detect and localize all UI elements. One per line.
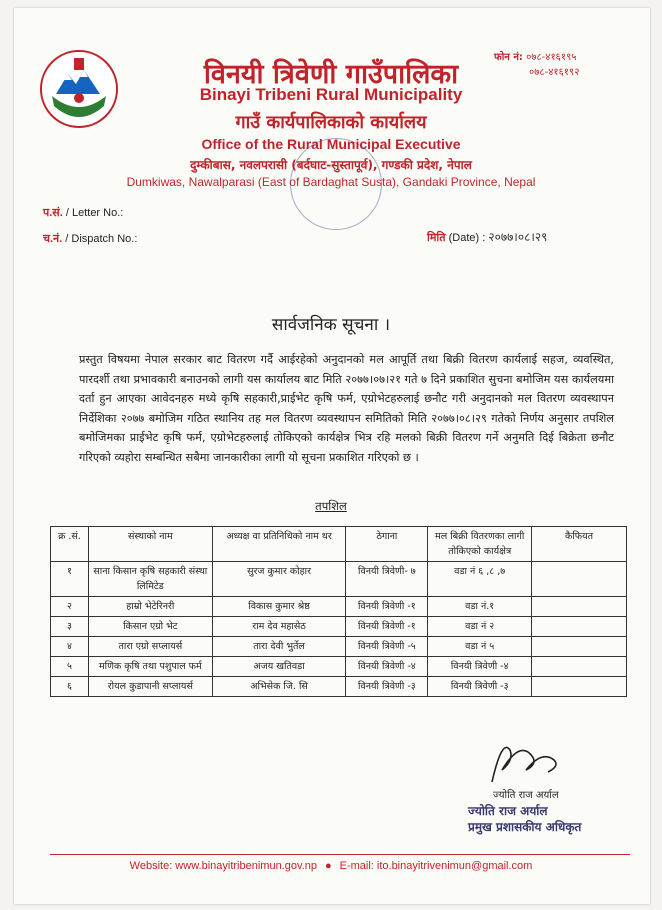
address-np: दुम्कीबास, नवलपरासी (बर्दघाट-सुस्तापूर्व), गण्डकी प्रदेश, नेपाल bbox=[190, 158, 472, 172]
dispatch-number bbox=[43, 231, 137, 246]
date-label-en: (Date) : bbox=[445, 232, 486, 244]
cell-area: वडा नं २ bbox=[428, 617, 532, 637]
cell-remarks bbox=[532, 562, 627, 597]
signatory-stamp bbox=[468, 803, 581, 835]
cell-chair: विकास कुमार श्रेष्ठ bbox=[212, 597, 346, 617]
cell-org: किसान एग्रो भेट bbox=[88, 617, 212, 637]
table-row bbox=[51, 617, 627, 637]
cell-org: साना किसान कृषि सहकारी संस्था लिमिटेड bbox=[88, 562, 212, 597]
address-en: Dumkiwas, Nawalparasi (East of Bardaghat Susta), Gandaki Province, Nepal bbox=[126, 175, 536, 189]
footer-website: Website: www.binayitribenimun.gov.np bbox=[129, 860, 317, 872]
letter-label-en: / Letter No.: bbox=[62, 207, 124, 219]
cell-remarks bbox=[532, 597, 627, 617]
cell-address: विनयी त्रिवेणी -५ bbox=[346, 637, 428, 657]
footer bbox=[0, 860, 662, 872]
cell-address: विनयी त्रिवेणी -३ bbox=[346, 677, 428, 697]
col-header-chair: अध्यक्ष वा प्रतिनिधिको नाम थर bbox=[212, 527, 346, 562]
footer-bullet-icon: ● bbox=[324, 860, 332, 872]
cell-sn: १ bbox=[51, 562, 89, 597]
col-header-remarks: कैफियत bbox=[532, 527, 627, 562]
office-name-np: गाउँ कार्यपालिकाको कार्यालय bbox=[235, 112, 427, 133]
cell-area: वडा नं.१ bbox=[428, 597, 532, 617]
col-header-sn: क्र .सं. bbox=[51, 527, 89, 562]
date-label: मिति bbox=[427, 232, 446, 244]
table-row bbox=[51, 677, 627, 697]
details-table bbox=[50, 526, 627, 697]
table-row bbox=[51, 657, 627, 677]
cell-address: विनयी त्रिवेणी -१ bbox=[346, 597, 428, 617]
cell-sn: ४ bbox=[51, 637, 89, 657]
cell-remarks bbox=[532, 657, 627, 677]
cell-sn: २ bbox=[51, 597, 89, 617]
phone-label: फोन नं: bbox=[494, 52, 523, 63]
cell-address: विनयी त्रिवेणी -१ bbox=[346, 617, 428, 637]
cell-org: रोयल कुडापानी सप्लायर्स bbox=[88, 677, 212, 697]
col-header-area: मल बिक्री वितरणका लागी तोकिएको कार्यक्षेत्र bbox=[428, 527, 532, 562]
cell-sn: ५ bbox=[51, 657, 89, 677]
col-header-address: ठेगाना bbox=[346, 527, 428, 562]
dispatch-label-en: / Dispatch No.: bbox=[62, 233, 138, 245]
cell-remarks bbox=[532, 617, 627, 637]
footer-divider bbox=[50, 854, 630, 855]
cell-area: वडा नं ६ ,८ ,७ bbox=[428, 562, 532, 597]
cell-org: तारा एग्रो सप्लायर्स bbox=[88, 637, 212, 657]
phone-block bbox=[494, 50, 579, 80]
cell-remarks bbox=[532, 677, 627, 697]
municipality-name-np: विनयी त्रिवेणी गाउँपालिका bbox=[203, 59, 459, 90]
date-field bbox=[427, 228, 547, 245]
signature-scribble-icon bbox=[480, 730, 570, 790]
cell-chair: राम देव महासेठ bbox=[212, 617, 346, 637]
cell-area: विनयी त्रिवेणी -४ bbox=[428, 657, 532, 677]
date-value: २०७७।०८।२९ bbox=[488, 230, 548, 244]
footer-email: E-mail: ito.binayitrivenimun@gmail.com bbox=[339, 860, 533, 872]
stamp-name: ज्योति राज अर्याल bbox=[468, 804, 548, 818]
office-name-en: Office of the Rural Municipal Executive bbox=[201, 136, 461, 152]
cell-address: विनयी त्रिवेणी- ७ bbox=[346, 562, 428, 597]
table-label: तपशिल bbox=[315, 499, 347, 513]
signatory-name: ज्योति राज अर्याल bbox=[493, 790, 559, 801]
phone-number-2: ०७८-४१६१९२ bbox=[529, 67, 580, 78]
cell-org: हाम्रो भेटेरिनरी bbox=[88, 597, 212, 617]
cell-area: विनयी त्रिवेणी -३ bbox=[428, 677, 532, 697]
cell-area: वडा नं ५ bbox=[428, 637, 532, 657]
notice-title: सार्वजनिक सूचना । bbox=[271, 315, 391, 335]
cell-chair: सुरज कुमार कोहार bbox=[212, 562, 346, 597]
cell-org: मणिक कृषि तथा पशुपाल फर्म bbox=[88, 657, 212, 677]
table-row bbox=[51, 597, 627, 617]
letter-number bbox=[43, 205, 123, 220]
office-seal-stamp bbox=[290, 138, 382, 230]
cell-chair: तारा देवी भुर्तेल bbox=[212, 637, 346, 657]
notice-body: प्रस्तुत विषयमा नेपाल सरकार बाट वितरण गर्दै आईरहेको अनुदानको मल आपूर्ति तथा बिक्री वितरण कार्यलाई सहज, व्यवस्थित, पारदर्शी तथा प्रभावकारी बनाउनको लागी यस कार्यालय बाट मिति २०७७।०७।२१ गते ७ दिने प्रकाशित सुचना बमोजिम यस कार्यलयमा दर्ता हुन आएका आवेदनहरु मध्ये कृषि सहकारी,प्राईभेट कृषि फर्म, एग्रोभेटहरुलाई छनौट गरी अनुदानको मल वितरण व्यवस्थापन निर्देशिका २०७७ बमोजिम गठित स्थानिय तह मल वितरण व्यवस्थापन समितिको मिति २०७७।०८।२९ गतेको निर्णय अनुसार तपशिल बमोजिमका प्राईभेट कृषि फर्म, एग्रोभेटहरुलाई तोकिएको कार्यक्षेत्र भित्र रहि मलको बिक्री वितरण गर्ने अनुमति दिई बिक्रेता छनौट गरिएको व्यहोरा सम्बन्धित सबैमा जानकारीका लागी यो सूचना प्रकाशित गरिएको छ । bbox=[79, 353, 614, 464]
letter-label: प.सं. bbox=[43, 207, 63, 219]
stamp-title: प्रमुख प्रशासकीय अधिकृत bbox=[468, 820, 582, 834]
cell-sn: ६ bbox=[51, 677, 89, 697]
table-row bbox=[51, 562, 627, 597]
municipality-name-en: Binayi Tribeni Rural Municipality bbox=[199, 85, 463, 104]
table-row bbox=[51, 637, 627, 657]
cell-address: विनयी त्रिवेणी -४ bbox=[346, 657, 428, 677]
dispatch-label: च.नं. bbox=[43, 233, 63, 245]
col-header-org: संस्थाको नाम bbox=[88, 527, 212, 562]
cell-sn: ३ bbox=[51, 617, 89, 637]
cell-remarks bbox=[532, 637, 627, 657]
phone-number-1: ०७८-४१६१९५ bbox=[526, 52, 577, 63]
cell-chair: अभिसेक जि. सि bbox=[212, 677, 346, 697]
cell-chair: अजय खतिवडा bbox=[212, 657, 346, 677]
